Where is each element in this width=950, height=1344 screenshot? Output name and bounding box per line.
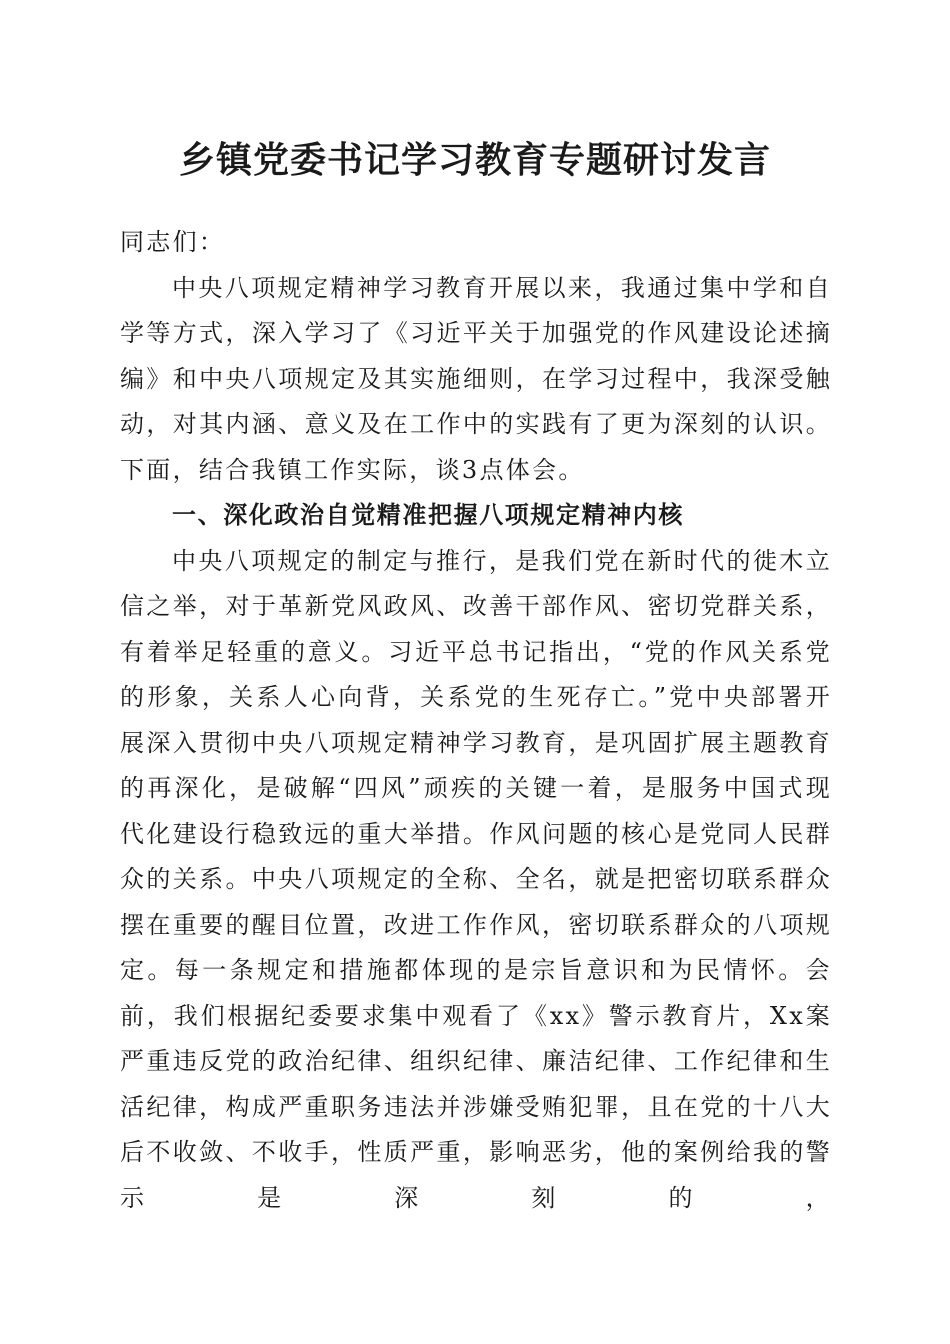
section-1-heading: 一、深化政治自觉精准把握八项规定精神内核 — [172, 501, 684, 529]
document-body — [120, 220, 832, 1221]
document-title: 乡镇党委书记学习教育专题研讨发言 — [178, 139, 771, 181]
section-1-paragraph: 中央八项规定的制定与推行，是我们党在新时代的徙木立信之举，对于革新党风政风、改善干部作风、密切党群关系，有着举足轻重的意义。习近平总书记指出，“党的作风关系党的形象，关系人心向背，关系党的生死存亡。”党中央部署开展深入贯彻中央八项规定精神学习教育，是巩固扩展主题教育的再深化，是破解“四风”顽疾的关键一着，是服务中国式现代化建设行稳致远的重大举措。作风问题的核心是党同人民群众的关系。中央八项规定的全称、全名，就是把密切联系群众摆在重要的醒目位置，改进工作作风，密切联系群众的八项规定。每一条规定和措施都体现的是宗旨意识和为民情怀。会前，我们根据纪委要求集中观看了《xx》警示教育片，Xx案严重违反党的政治纪律、组织纪律、廉洁纪律、工作纪律和生活纪律，构成严重职务违法并涉嫌受贿犯罪，且在党的十八大后不收敛、不收手，性质严重，影响恶劣，他的案例给我的警示是深刻的， — [120, 546, 832, 1212]
intro-paragraph: 中央八项规定精神学习教育开展以来，我通过集中学和自学等方式，深入学习了《习近平关于加强党的作风建设论述摘编》和中央八项规定及其实施细则，在学习过程中，我深受触动，对其内涵、意义及在工作中的实践有了更为深刻的认识。下面，结合我镇工作实际，谈3点体会。 — [120, 273, 832, 484]
salutation: 同志们： — [120, 228, 226, 256]
